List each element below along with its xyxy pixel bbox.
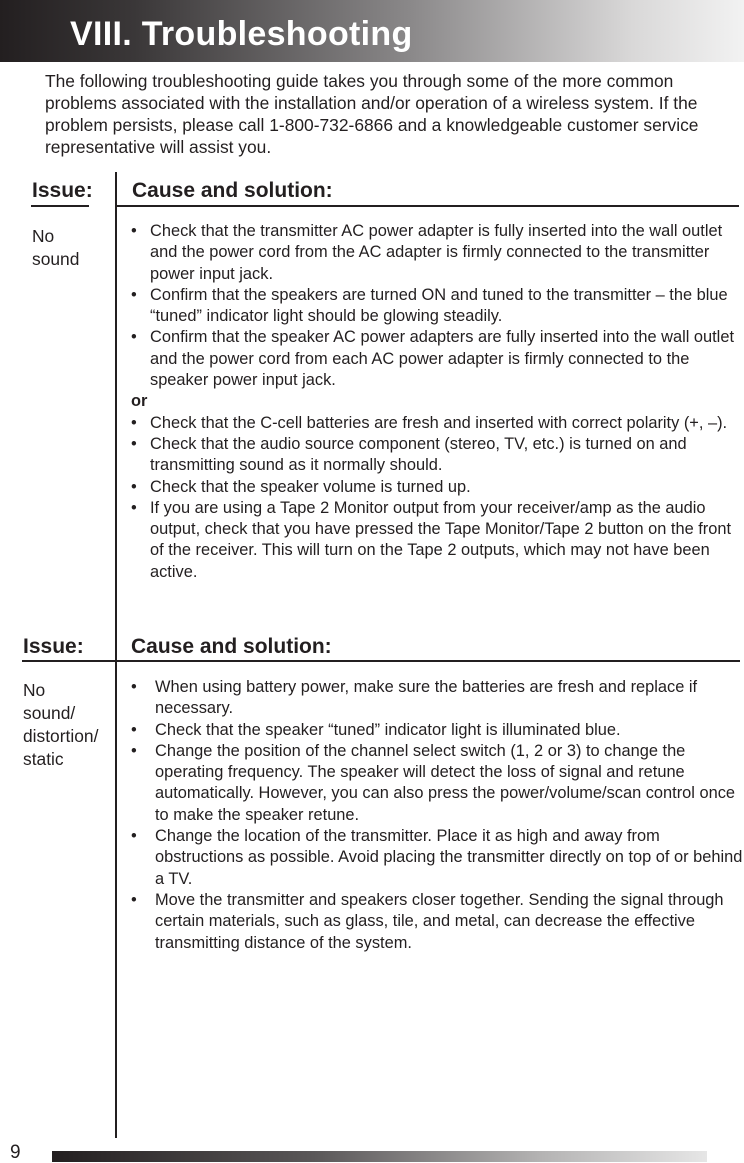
bullet-icon: • <box>131 477 137 496</box>
list-item-text: When using battery power, make sure the batteries are fresh and replace if necessary. <box>155 678 698 718</box>
issue-heading: Issue: <box>23 635 84 658</box>
bullet-icon: • <box>131 413 137 432</box>
cause-heading-underline <box>117 205 739 207</box>
list-item-text: Check that the speaker volume is turned up. <box>150 477 471 496</box>
bullet-icon: • <box>131 741 137 760</box>
bullet-icon: • <box>131 498 137 517</box>
bullet-icon: • <box>131 720 137 739</box>
list-item <box>131 327 743 391</box>
page-number: 9 <box>10 1142 21 1163</box>
intro-paragraph: The following troubleshooting guide takes you through some of the more common problems associated with the installation and/or operation of a wireless system. If the problem persists, please call 1-800-732-6866 and a knowledgeable customer service representative will assist you. <box>45 71 699 157</box>
bullet-icon: • <box>131 434 137 453</box>
issue-name-line: sound <box>32 249 80 269</box>
solution-list <box>131 677 743 954</box>
issue-name-line: No <box>32 226 55 246</box>
column-divider <box>115 172 117 1138</box>
list-item-text: Confirm that the speaker AC power adapters are fully inserted into the wall outlet and the power cord from each AC power adapter is firmly connected to the speaker power input jack. <box>150 328 734 390</box>
footer-bar <box>52 1151 707 1162</box>
section-underline <box>22 660 740 662</box>
list-item-text: Confirm that the speakers are turned ON and tuned to the transmitter – the blue “tuned” indicator light should be glowing steadily. <box>150 285 728 326</box>
list-item <box>131 741 743 826</box>
issue-name <box>32 225 118 271</box>
or-separator <box>131 391 743 412</box>
bullet-icon: • <box>131 678 137 696</box>
issue-heading: Issue: <box>32 179 93 202</box>
bullet-icon: • <box>131 285 137 304</box>
list-item <box>131 434 743 477</box>
bullet-icon: • <box>131 890 137 909</box>
list-item <box>131 890 743 954</box>
issue-name-line: sound/ <box>23 703 76 723</box>
issue-name <box>23 679 109 771</box>
list-item-text: Check that the speaker “tuned” indicator light is illuminated blue. <box>155 720 621 739</box>
issue-name-line: static <box>23 749 64 769</box>
list-item <box>131 477 743 498</box>
list-item <box>131 826 743 890</box>
issue-name-line: No <box>23 680 46 700</box>
list-item <box>131 677 743 720</box>
page-title: VIII. Troubleshooting <box>70 15 413 53</box>
bullet-icon: • <box>131 827 137 846</box>
or-separator-text: or <box>131 392 148 411</box>
list-item-text: Change the location of the transmitter. Place it as high and away from obstructions as possible. Avoid placing the transmitter directly on top of or behind a TV. <box>155 827 743 888</box>
issue-name-line: distortion/ <box>23 726 99 746</box>
list-item-text: Change the position of the channel select switch (1, 2 or 3) to change the operating frequency. The speaker will detect the loss of signal and retune automatically. However, you can also press the power/volume/scan control once to make the speaker retune. <box>155 741 736 824</box>
bullet-icon: • <box>131 222 137 240</box>
list-item <box>131 413 743 434</box>
cause-heading: Cause and solution: <box>131 635 332 658</box>
cause-heading: Cause and solution: <box>132 179 333 202</box>
list-item <box>131 720 743 741</box>
list-item <box>131 285 743 328</box>
list-item <box>131 498 743 583</box>
list-item-text: Check that the C-cell batteries are fresh and inserted with correct polarity (+, –). <box>150 413 728 432</box>
bullet-icon: • <box>131 328 137 347</box>
issue-heading-underline <box>31 205 89 207</box>
solution-list <box>131 221 743 583</box>
list-item-text: Check that the audio source component (stereo, TV, etc.) is turned on and transmitting sound as it normally should. <box>150 434 687 475</box>
list-item-text: Check that the transmitter AC power adapter is fully inserted into the wall outlet and the power cord from the AC adapter is firmly connected to the transmitter power input jack. <box>150 222 723 283</box>
list-item-text: Move the transmitter and speakers closer together. Sending the signal through certain materials, such as glass, tile, and metal, can decrease the effective transmitting distance of the system. <box>155 890 724 952</box>
list-item <box>131 221 743 285</box>
list-item-text: If you are using a Tape 2 Monitor output from your receiver/amp as the audio output, check that you have pressed the Tape Monitor/Tape 2 button on the front of the receiver. This will turn on the Tape 2 outputs, which may not have been active. <box>150 498 732 581</box>
